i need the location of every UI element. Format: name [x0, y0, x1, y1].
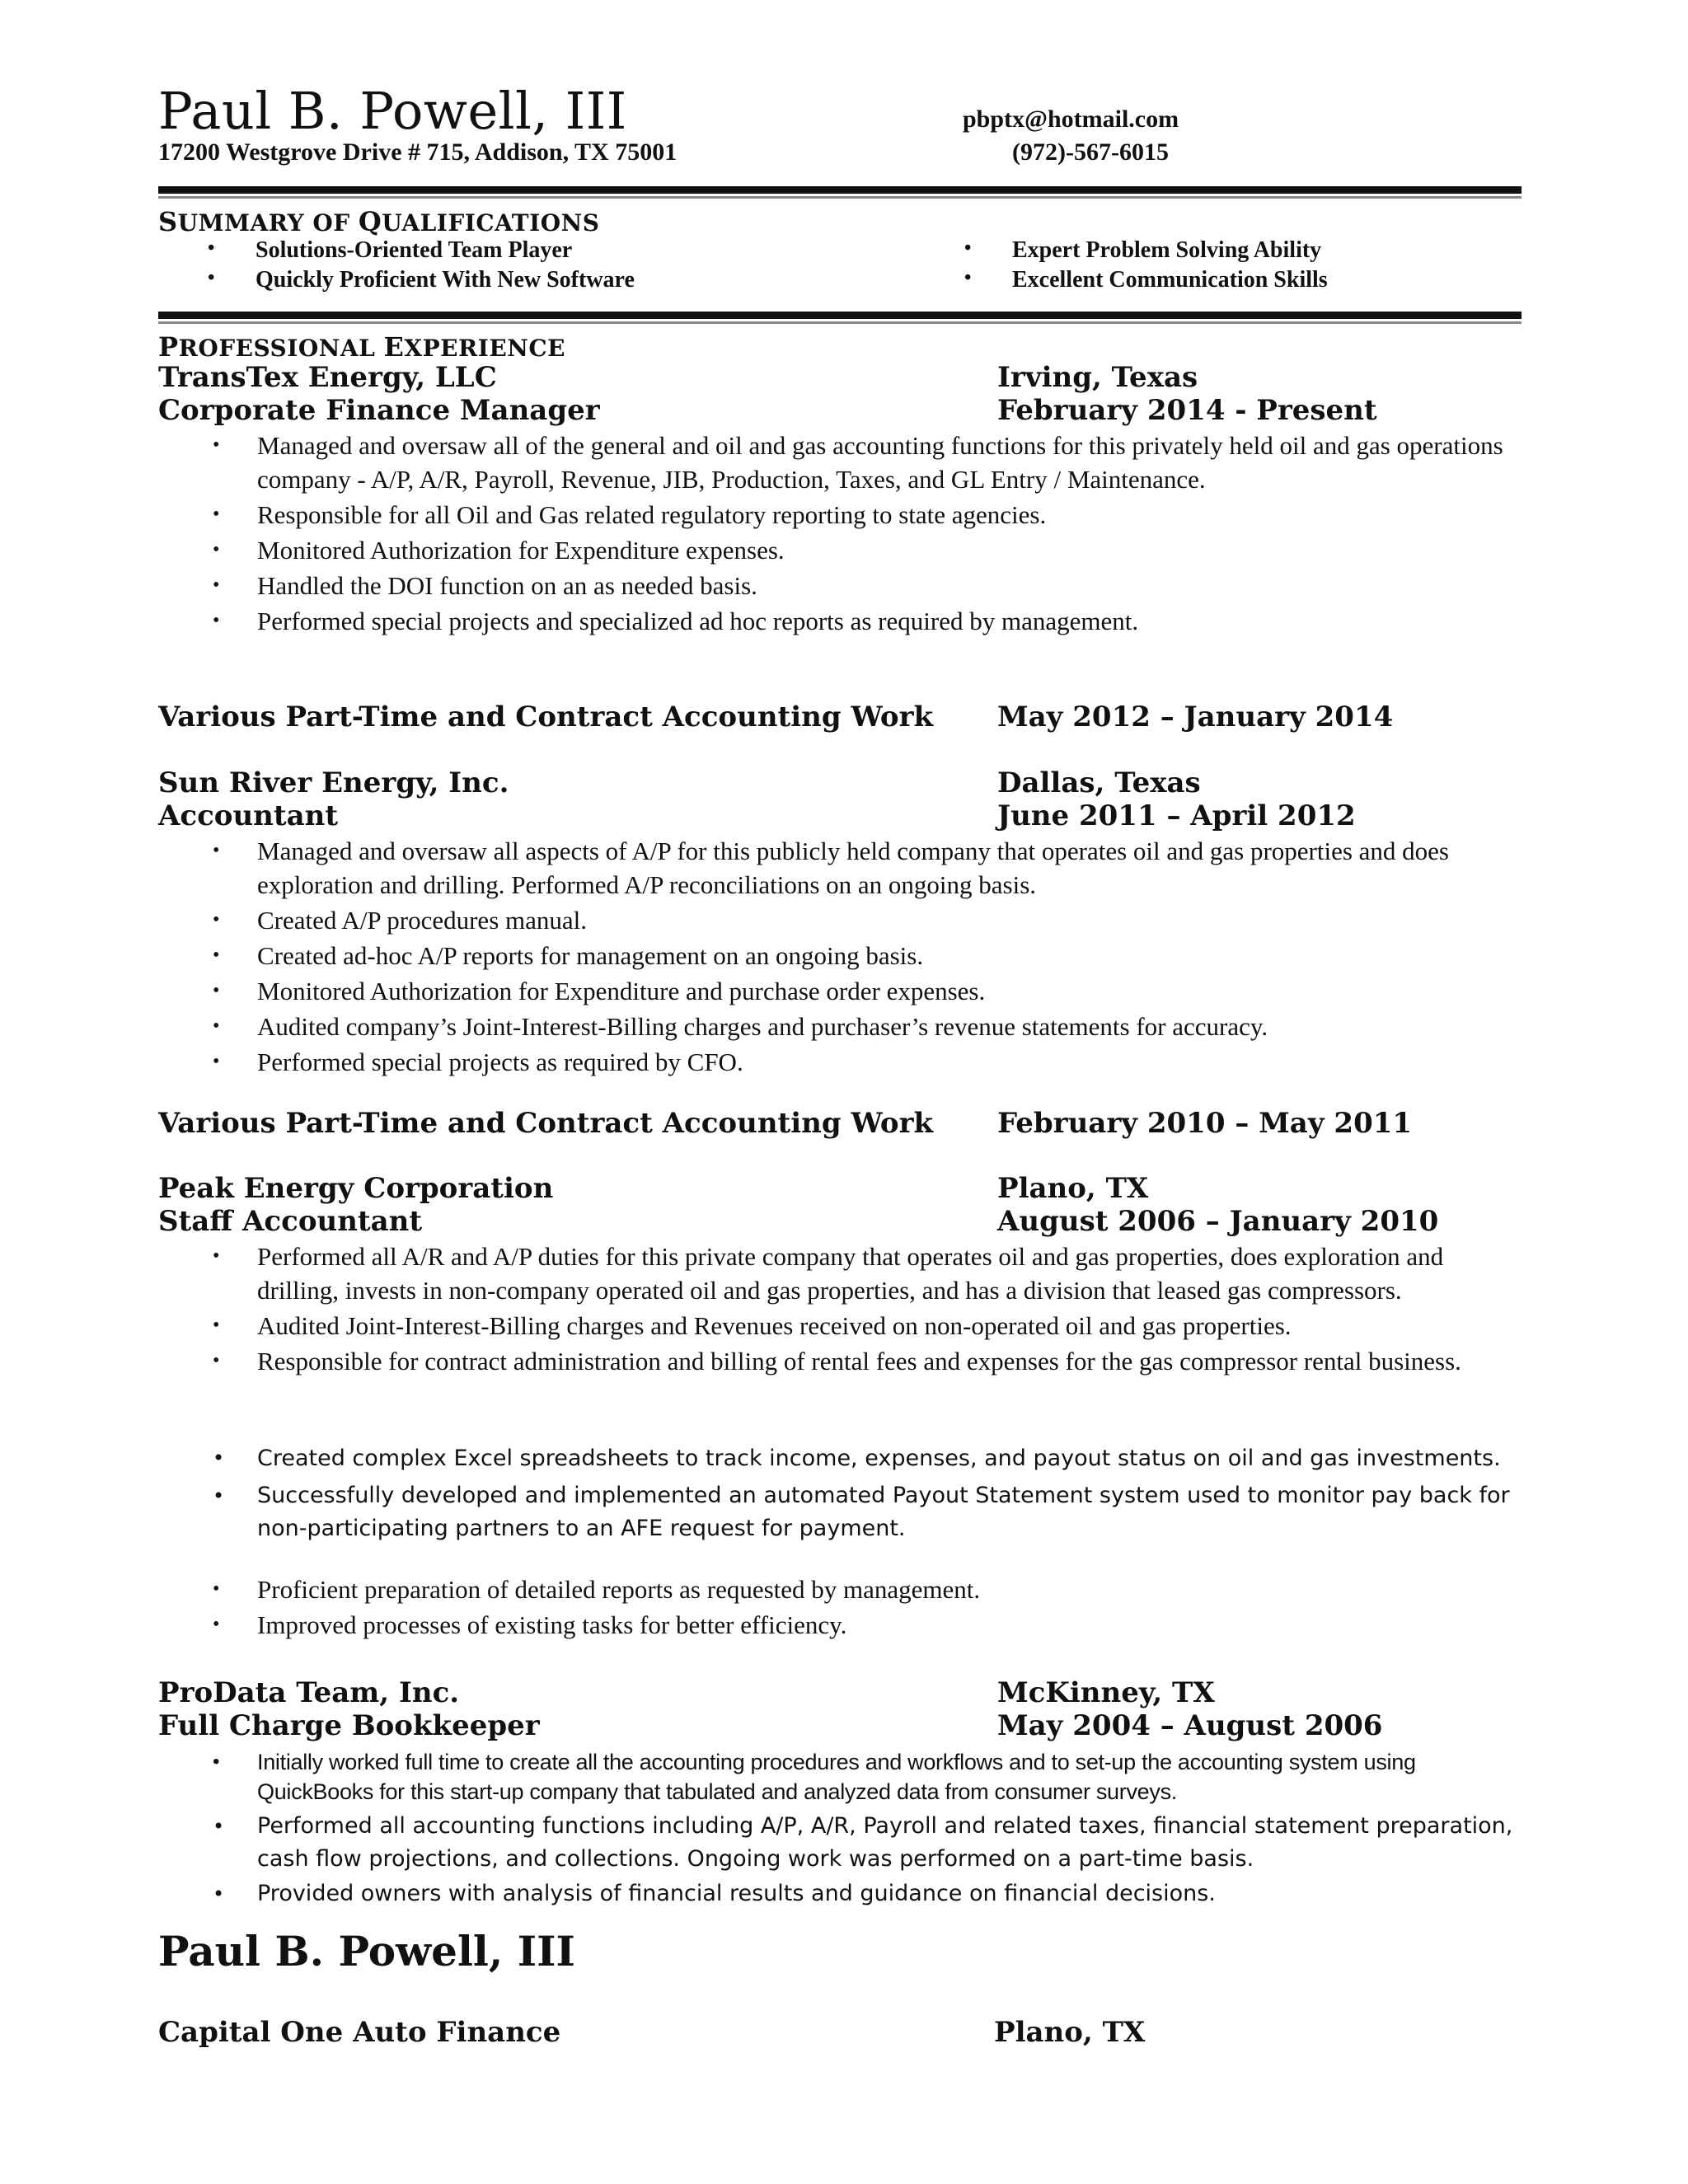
bullet-icon: • [213, 574, 220, 596]
email-address[interactable]: pbptx@hotmail.com [963, 105, 1179, 133]
list-item: • Successfully developed and implemented an automated Payout Statement system used to monitor pay back for non-participating partners to an AFE request for payment. [213, 1479, 1523, 1545]
job-dates: August 2006 – January 2010 [997, 1205, 1439, 1238]
summary-divider-thin [158, 321, 1522, 324]
job-title: Full Charge Bookkeeper [158, 1709, 540, 1742]
job-company: Various Part-Time and Contract Accounting Work [158, 1107, 934, 1140]
bullet-icon: • [213, 1578, 220, 1600]
bullet-icon: • [208, 237, 215, 259]
job-title: Accountant [158, 799, 339, 832]
page-two-name: Paul B. Powell, III [158, 1927, 575, 1975]
qualification-item: • Excellent Communication Skills [964, 267, 1328, 293]
job-company: Sun River Energy, Inc. [158, 766, 509, 799]
list-item: • Handled the DOI function on an as needed basis. [213, 569, 1523, 602]
job-location: Dallas, Texas [997, 766, 1201, 799]
job-company: Various Part-Time and Contract Accounting Work [158, 701, 934, 733]
list-item: • Audited company’s Joint-Interest-Billing charges and purchaser’s revenue statements for accuracy. [213, 1010, 1523, 1043]
job-bullets [213, 1444, 1523, 1547]
summary-divider [158, 312, 1522, 319]
summary-heading: SUMMARY OF QUALIFICATIONS [158, 206, 600, 237]
experience-heading: PROFESSIONAL EXPERIENCE [158, 331, 565, 363]
address: 17200 Westgrove Drive # 715, Addison, TX 75001 [158, 138, 678, 166]
list-item: • Created complex Excel spreadsheets to track income, expenses, and payout status on oil and gas investments. [213, 1446, 1501, 1471]
bullet-icon: • [213, 1446, 225, 1469]
qualification-item: • Quickly Proficient With New Software [208, 267, 635, 293]
list-item: • Created ad-hoc A/P reports for management on an ongoing basis. [213, 939, 1523, 972]
list-item: • Provided owners with analysis of financial results and guidance on financial decisions. [213, 1877, 1523, 1910]
job-location: Plano, TX [997, 1172, 1149, 1205]
job-bullets [213, 1240, 1523, 1380]
job-bullets [213, 834, 1523, 1080]
bullet-icon: • [213, 504, 220, 525]
job-location: McKinney, TX [997, 1676, 1215, 1709]
list-item: • Managed and oversaw all aspects of A/P for this publicly held company that operates oil and gas properties and does exploration and drilling. Performed A/P reconciliations on an ongoing basis. [213, 834, 1523, 902]
list-item: • Performed special projects and specialized ad hoc reports as required by management. [213, 604, 1523, 638]
job-location: Irving, Texas [997, 361, 1198, 394]
phone-number: (972)-567-6015 [1012, 138, 1169, 166]
job-bullets [213, 429, 1523, 640]
job-bullets [213, 1572, 1523, 1643]
job-dates: May 2012 – January 2014 [997, 701, 1394, 733]
job-title: Corporate Finance Manager [158, 394, 600, 427]
bullet-icon: • [208, 267, 215, 288]
list-item: • Improved processes of existing tasks for better efficiency. [213, 1608, 1523, 1642]
bullet-icon: • [213, 1051, 220, 1072]
bullet-icon: • [213, 909, 220, 930]
bullet-icon: • [213, 434, 220, 456]
job-company: Peak Energy Corporation [158, 1172, 554, 1205]
header-divider [158, 186, 1522, 194]
list-item: • Performed special projects as required by CFO. [213, 1045, 1523, 1079]
job-bullets [213, 1810, 1523, 1912]
candidate-name: Paul B. Powell, III [158, 81, 627, 141]
list-item: • Responsible for all Oil and Gas related regulatory reporting to state agencies. [213, 498, 1523, 532]
bullet-icon: • [213, 539, 220, 560]
list-item: • Performed all A/R and A/P duties for this private company that operates oil and gas properties, does exploration and drilling, invests in non-company operated oil and gas properties, and has a division that leased gas compressors. [213, 1240, 1523, 1307]
bullet-icon: • [213, 1815, 225, 1838]
job-company: Capital One Auto Finance [158, 2016, 561, 2049]
bullet-icon: • [213, 610, 220, 631]
bullet-icon: • [213, 1245, 220, 1267]
job-dates: June 2011 – April 2012 [997, 799, 1356, 832]
bullet-icon: • [213, 980, 220, 1001]
bullet-icon: • [213, 1015, 220, 1037]
list-item: • Created A/P procedures manual. [213, 903, 1523, 937]
list-item: • Initially worked full time to create all the accounting procedures and workflows and to set-up the accounting system using QuickBooks for this start-up company that tabulated and analyzed data from consumer surveys. [213, 1747, 1523, 1807]
job-dates: February 2010 – May 2011 [997, 1107, 1413, 1140]
job-company: TransTex Energy, LLC [158, 361, 497, 394]
bullet-icon: • [213, 1315, 220, 1336]
list-item: • Managed and oversaw all of the general and oil and gas accounting functions for this privately held oil and gas operations company - A/P, A/R, Payroll, Revenue, JIB, Production, Taxes, and GL Entry / Maintenance. [213, 429, 1523, 496]
qualification-item: • Expert Problem Solving Ability [964, 237, 1322, 263]
qualification-item: • Solutions-Oriented Team Player [208, 237, 573, 263]
bullet-icon: • [964, 237, 972, 259]
list-item: • Monitored Authorization for Expenditure and purchase order expenses. [213, 974, 1523, 1008]
job-company: ProData Team, Inc. [158, 1676, 460, 1709]
bullet-icon: • [213, 1882, 225, 1905]
list-item: • Audited Joint-Interest-Billing charges and Revenues received on non-operated oil and gas properties. [213, 1309, 1523, 1343]
job-dates: February 2014 - Present [997, 394, 1377, 427]
job-location: Plano, TX [994, 2016, 1146, 2049]
job-bullets [213, 1747, 1523, 1808]
bullet-icon: • [213, 944, 220, 966]
header-divider-thin [158, 196, 1522, 199]
list-item: • Responsible for contract administration and billing of rental fees and expenses for the gas compressor rental business. [213, 1344, 1523, 1378]
bullet-icon: • [213, 1614, 220, 1635]
bullet-icon: • [213, 1750, 220, 1773]
job-title: Staff Accountant [158, 1205, 423, 1238]
bullet-icon: • [213, 1484, 225, 1507]
bullet-icon: • [213, 840, 220, 861]
list-item: • Performed all accounting functions including A/P, A/R, Payroll and related taxes, financial statement preparation, cash flow projections, and collections. Ongoing work was performed on a part-time basis. [213, 1810, 1523, 1876]
list-item: • Monitored Authorization for Expenditure expenses. [213, 533, 1523, 567]
job-dates: May 2004 – August 2006 [997, 1709, 1383, 1742]
bullet-icon: • [964, 267, 972, 288]
list-item: • Proficient preparation of detailed reports as requested by management. [213, 1572, 1523, 1606]
bullet-icon: • [213, 1350, 220, 1371]
